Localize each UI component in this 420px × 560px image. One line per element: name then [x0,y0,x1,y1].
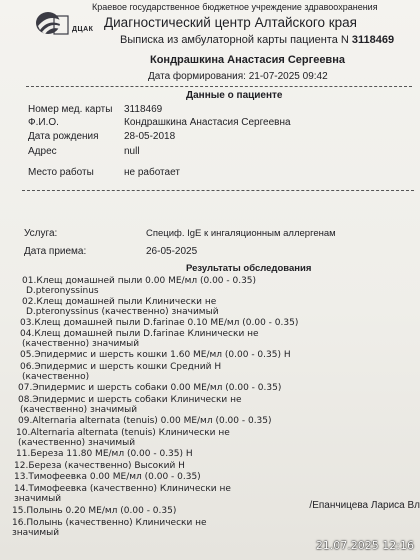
center-name: Диагностический центр Алтайского края [104,15,357,30]
extract-title [120,34,394,46]
card-number: 3118469 [351,34,395,46]
field-value: 3118469 [124,104,163,115]
result-line: 01.Клещ домашней пыли 0.00 МЕ/мл (0.00 - 0.35) [22,276,257,286]
clinic-logo-icon [34,10,70,38]
extract-prefix: Выписка из амбулаторной карты пациента N [120,34,349,46]
result-subline: (качественно) значимый [20,405,138,415]
doctor-signature: /Епанчицева Лариса Вл [309,500,420,511]
service-label: Услуга: [24,228,58,239]
field-label: Номер мед. карты [28,104,113,115]
divider [26,86,412,87]
divider [22,190,414,191]
photo-timestamp: 21.07.2025 12:16 [315,539,414,552]
result-subline: значимый [14,494,62,504]
field-value: Кондрашкина Анастасия Сергеевна [124,117,291,128]
result-line: 13.Тимофеевка 0.00 МЕ/мл (0.00 - 0.35) [14,472,201,482]
result-line: 11.Береза 11.80 МЕ/мл (0.00 - 0.35) H [16,449,193,459]
result-line: 16.Полынь (качественно) Клинически не [12,518,207,528]
field-label: Место работы [28,167,94,178]
field-value: не работает [124,167,180,178]
visit-date-value: 26-05-2025 [146,246,198,257]
result-line: 06.Эпидермис и шерсть кошки Средний H [20,362,222,372]
service-value: Специф. IgE к ингаляционным аллергенам [146,228,336,239]
result-line: 04.Клещ домашней пыли D.farinae Клинически не [20,329,259,339]
patient-name-heading: Кондрашкина Анастасия Сергеевна [150,54,345,66]
result-line: 05.Эпидермис и шерсть кошки 1.60 МЕ/мл (0.00 - 0.35) H [20,350,291,360]
result-line: 10.Alternaria alternata (tenuis) Клинически не [16,428,230,438]
formation-date: Дата формирования: 21-07-2025 09:42 [148,71,328,82]
result-subline: D.pteronyssinus [26,286,99,296]
visit-date-label: Дата приема: [24,246,87,257]
result-line: 15.Полынь 0.20 МЕ/мл (0.00 - 0.35) [12,506,177,516]
result-line: 07.Эпидермис и шерсть собаки 0.00 МЕ/мл (0.00 - 0.35) [18,383,282,393]
field-label: Адрес [28,146,57,157]
result-subline: (качественно) [22,372,90,382]
result-line: 03.Клещ домашней пыли D.farinae 0.10 МЕ/мл (0.00 - 0.35) [20,318,299,328]
results-title: Результаты обследования [186,263,312,274]
result-subline: D.pteronyssinus (качественно) значимый [26,307,219,317]
result-line: 14.Тимофеевка (качественно) Клинически не [14,484,231,494]
result-line: 08.Эпидермис и шерсть собаки Клинически не [18,395,242,405]
result-line: 09.Alternaria alternata (tenuis) 0.00 МЕ/мл (0.00 - 0.35) [18,416,272,426]
patient-data-title: Данные о пациенте [186,90,283,101]
result-line: 12.Береза (качественно) Высокий H [14,461,185,471]
result-subline: (качественно) значимый [22,339,140,349]
field-value: null [124,146,140,157]
result-subline: (качественно) значимый [18,438,136,448]
field-label: Дата рождения [28,131,99,142]
logo-text: ДЦАК [72,26,94,33]
result-subline: значимый [12,528,60,538]
field-value: 28-05-2018 [124,131,176,142]
organization-name: Краевое государственное бюджетное учреждение здравоохранения [92,2,378,12]
field-label: Ф.И.О. [28,117,59,128]
result-line: 02.Клещ домашней пыли Клинически не [22,297,217,307]
